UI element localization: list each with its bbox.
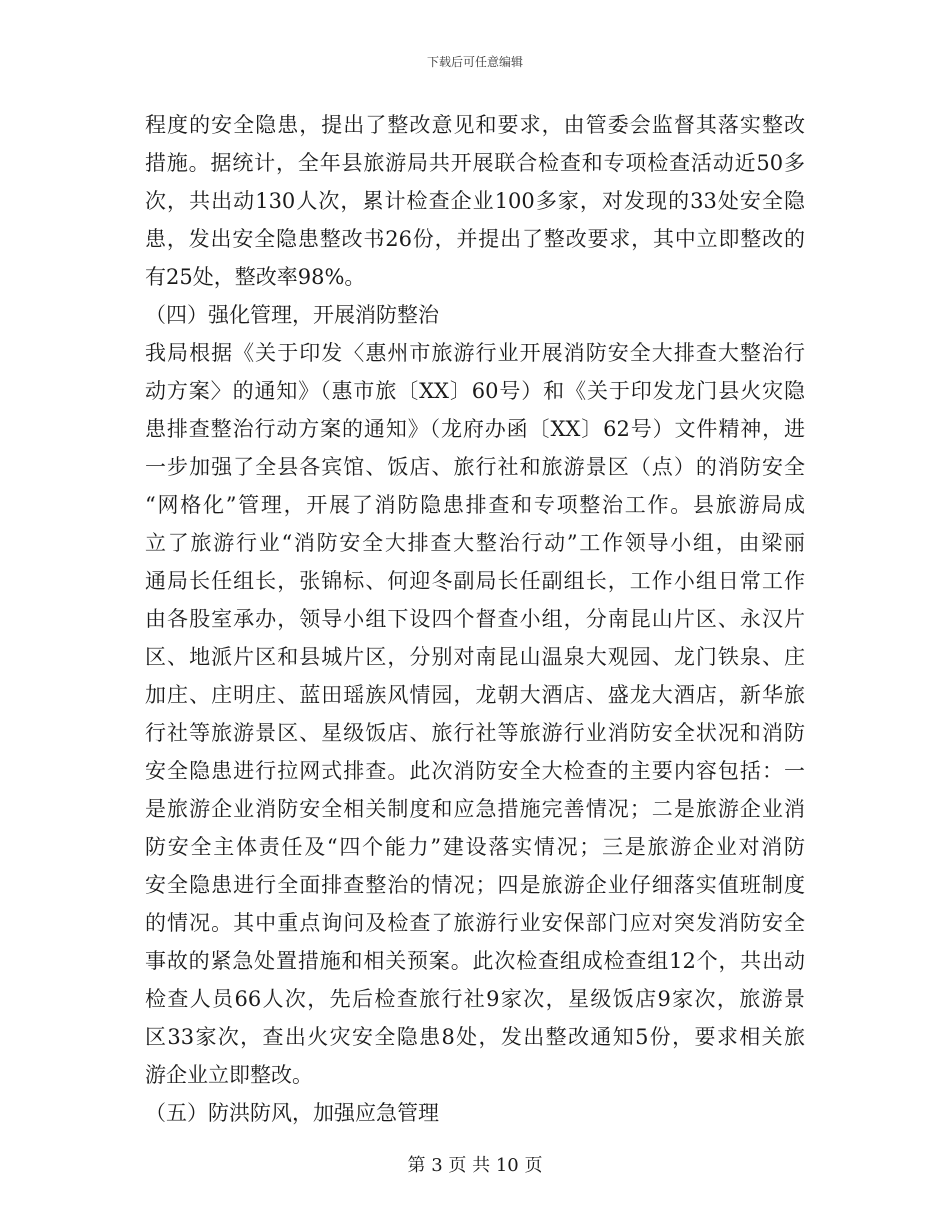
section-heading: （五）防洪防风，加强应急管理	[145, 1101, 439, 1125]
text-line: 通局长任组长，张锦标、何迎冬副局长任副组长，工作小组日常工作	[145, 569, 805, 593]
text-line: 有25处，整改率98%。	[145, 265, 366, 289]
section-heading: （四）强化管理，开展消防整治	[145, 303, 439, 327]
text-line: 措施。据统计，全年县旅游局共开展联合检查和专项检查活动近50多	[145, 151, 805, 175]
text-line: “网格化”管理，开展了消防隐患排查和专项整治工作。县旅游局成	[145, 493, 805, 517]
text-line: 行社等旅游景区、星级饭店、旅行社等旅游行业消防安全状况和消防	[145, 721, 805, 745]
text-line: 的情况。其中重点询问及检查了旅游行业安保部门应对突发消防安全	[145, 911, 805, 935]
page-header: 下载后可任意编辑	[426, 55, 523, 69]
text-line: 我局根据《关于印发〈惠州市旅游行业开展消防安全大排查大整治行	[145, 341, 805, 365]
text-line: 检查人员66人次，先后检查旅行社9家次，星级饭店9家次，旅游景	[145, 987, 805, 1011]
text-line: 动方案〉的通知》（惠市旅〔XX〕60号）和《关于印发龙门县火灾隐	[145, 379, 805, 403]
text-line: 程度的安全隐患，提出了整改意见和要求，由管委会监督其落实整改	[145, 113, 805, 137]
document-body	[145, 106, 805, 1132]
text-line: 安全隐患进行拉网式排查。此次消防安全大检查的主要内容包括：一	[145, 759, 805, 783]
text-line: 一步加强了全县各宾馆、饭店、旅行社和旅游景区（点）的消防安全	[145, 455, 805, 479]
text-line: 事故的紧急处置措施和相关预案。此次检查组成检查组12个，共出动	[145, 949, 805, 973]
text-line: 防安全主体责任及“四个能力”建设落实情况；三是旅游企业对消防	[145, 835, 805, 859]
text-line: 是旅游企业消防安全相关制度和应急措施完善情况；二是旅游企业消	[145, 797, 805, 821]
text-line: 次，共出动130人次，累计检查企业100多家，对发现的33处安全隐	[145, 189, 805, 213]
page-number: 第 3 页 共 10 页	[407, 1155, 543, 1176]
text-line: 游企业立即整改。	[145, 1063, 313, 1087]
text-line: 由各股室承办，领导小组下设四个督查小组，分南昆山片区、永汉片	[145, 607, 805, 631]
text-line: 区、地派片区和县城片区，分别对南昆山温泉大观园、龙门铁泉、庄	[145, 645, 805, 669]
text-line: 加庄、庄明庄、蓝田瑶族风情园，龙朝大酒店、盛龙大酒店，新华旅	[145, 683, 805, 707]
text-line: 立了旅游行业“消防安全大排查大整治行动”工作领导小组，由梁丽	[145, 531, 805, 555]
text-line: 区33家次，查出火灾安全隐患8处，发出整改通知5份，要求相关旅	[145, 1025, 805, 1049]
text-line: 安全隐患进行全面排查整治的情况；四是旅游企业仔细落实值班制度	[145, 873, 805, 897]
text-line: 患，发出安全隐患整改书26份，并提出了整改要求，其中立即整改的	[145, 227, 805, 251]
text-line: 患排查整治行动方案的通知》（龙府办函〔XX〕62号）文件精神，进	[145, 417, 805, 441]
